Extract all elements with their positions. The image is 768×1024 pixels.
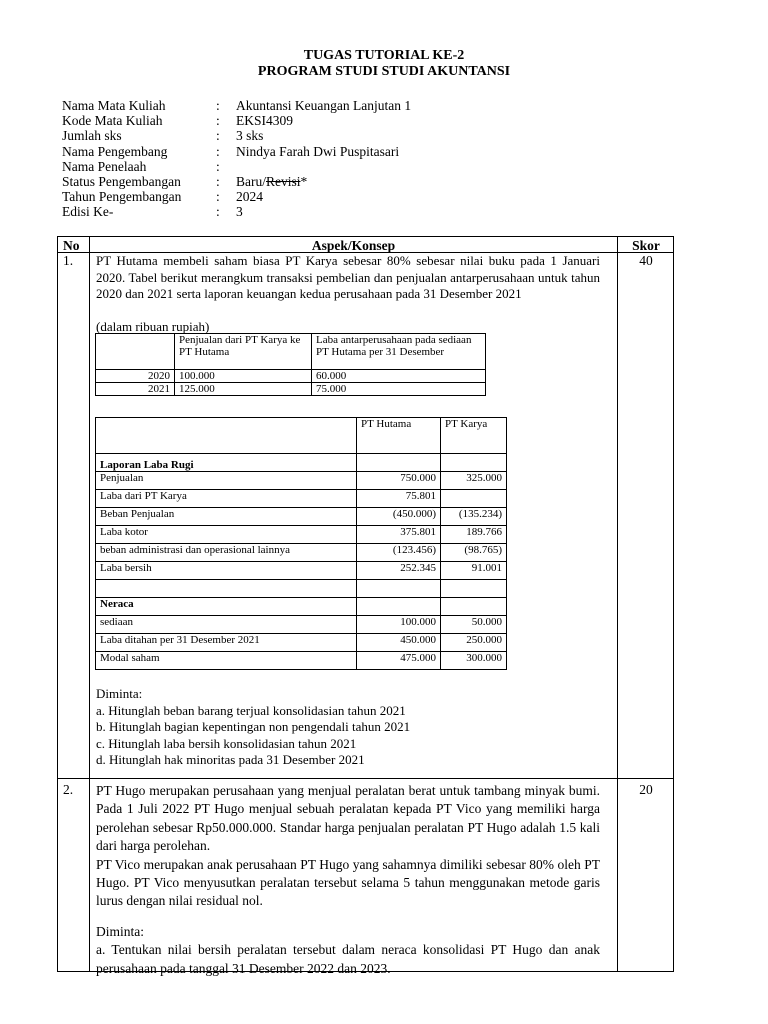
table-row: Laba kotor 375.801 189.766 xyxy=(96,526,507,544)
table-row: 2020 100.000 60.000 xyxy=(96,370,486,383)
header-aspek: Aspek/Konsep xyxy=(311,238,396,253)
unit-note: (dalam ribuan rupiah) xyxy=(96,319,210,334)
question-score: 20 xyxy=(639,782,653,797)
task-item: c. Hitunglah laba bersih konsolidasian tahun 2021 xyxy=(96,735,357,751)
diminta-label: Diminta: xyxy=(96,923,144,939)
table-row: Modal saham 475.000 300.000 xyxy=(96,652,507,670)
task-item: d. Hitunglah hak minoritas pada 31 Desember 2021 xyxy=(96,752,365,767)
document-subtitle: PROGRAM STUDI STUDI AKUNTANSI xyxy=(257,64,511,79)
question-number: 2. xyxy=(63,782,74,797)
meta-value: EKSI4309 xyxy=(236,113,293,129)
meta-row: Nama Penelaah : xyxy=(62,158,220,174)
paragraph: PT Vico merupakan anak perusahaan PT Hugo yang sahamnya dimiliki sebesar 80% oleh PT Hugo. PT Vico menyusutkan peralatan tersebut selama 5 tahun menggunakan metode garis lurus dengan nilai residual nol. xyxy=(96,856,600,909)
meta-value: Baru/Revisi* xyxy=(236,173,308,189)
meta-row: Nama Pengembang : Nindya Farah Dwi Puspitasari xyxy=(62,143,400,159)
meta-value: Akuntansi Keuangan Lanjutan 1 xyxy=(236,98,412,113)
table-row: Penjualan 750.000 325.000 xyxy=(96,472,507,490)
assignment-table xyxy=(57,236,674,976)
meta-row: Edisi Ke- : 3 xyxy=(62,204,243,220)
meta-row: Kode Mata Kuliah : EKSI4309 xyxy=(62,113,293,129)
table-row: Laba bersih 252.345 91.001 xyxy=(96,562,507,580)
column-header: Penjualan dari PT Karya ke PT Hutama xyxy=(175,334,312,370)
header-skor: Skor xyxy=(632,238,660,253)
column-header: PT Hutama xyxy=(357,418,441,454)
table-row: 2021 125.000 75.000 xyxy=(96,383,486,396)
question-1-intro: PT Hutama membeli saham biasa PT Karya sebesar 80% sebesar nilai buku pada 1 Januari 2020. Tabel berikut merangkum transaksi pembelian dan penjualan antarperusahaan untuk tahun 2020 dan 2021 serta laporan keuangan kedua perusahaan pada 31 Desember 2021 xyxy=(96,253,600,301)
meta-row: Tahun Pengembangan : 2024 xyxy=(62,189,263,205)
diminta-label: Diminta: xyxy=(96,686,143,701)
section-label: Laporan Laba Rugi xyxy=(96,454,357,472)
meta-row: Nama Mata Kuliah : Akuntansi Keuangan Lanjutan 1 xyxy=(62,98,412,113)
section-label: Neraca xyxy=(96,598,357,616)
meta-value: 3 sks xyxy=(236,128,264,144)
paragraph: PT Hugo merupakan perusahaan yang menjual peralatan berat untuk tambang minyak bumi. Pada 1 Juli 2022 PT Hugo menjual sebuah peralatan kepada PT Vico yang memiliki harga perolehan sebesar Rp50.000.000. Standar harga penjualan peralatan PT Hugo adalah 1.5 kali dari harga perolehan. xyxy=(96,783,600,854)
table-row: sediaan 100.000 50.000 xyxy=(96,616,507,634)
task-item: a. Tentukan nilai bersih peralatan tersebut dalam neraca konsolidasi PT Hugo dan anak perusahaan pada tanggal 31 Desember 2022 dan 2023. xyxy=(96,942,600,976)
table-row: Laba ditahan per 31 Desember 2021 450.000 250.000 xyxy=(96,634,507,652)
column-header: Laba antarperusahaan pada sediaan PT Hutama per 31 Desember xyxy=(312,334,486,370)
question-2-body xyxy=(96,782,600,978)
column-header: PT Karya xyxy=(441,418,507,454)
table-row: Beban Penjualan (450.000) (135.234) xyxy=(96,508,507,526)
question-score: 40 xyxy=(639,253,653,268)
section-row xyxy=(96,598,507,616)
header-no: No xyxy=(63,238,80,253)
task-item: b. Hitunglah bagian kepentingan non pengendali tahun 2021 xyxy=(96,719,411,734)
meta-value: 2024 xyxy=(236,189,263,205)
section-row xyxy=(96,454,507,472)
task-item: a. Hitunglah beban barang terjual konsolidasian tahun 2021 xyxy=(96,702,406,718)
meta-row: Jumlah sks : 3 sks xyxy=(62,128,264,144)
document-title: TUGAS TUTORIAL KE-2 xyxy=(303,48,465,63)
table-row: Laba dari PT Karya 75.801 xyxy=(96,490,507,508)
meta-value: 3 xyxy=(236,204,243,220)
table-row: beban administrasi dan operasional lainnya (123.456) (98.765) xyxy=(96,544,507,562)
question-1-tasks xyxy=(96,686,600,769)
intercompany-sales-table xyxy=(95,333,486,396)
meta-value: Nindya Farah Dwi Puspitasari xyxy=(236,143,400,159)
meta-row: Status Pengembangan : Baru/Revisi* xyxy=(62,173,308,189)
course-metadata xyxy=(62,98,411,220)
financial-statements-table xyxy=(95,417,507,670)
question-number: 1. xyxy=(63,253,74,268)
